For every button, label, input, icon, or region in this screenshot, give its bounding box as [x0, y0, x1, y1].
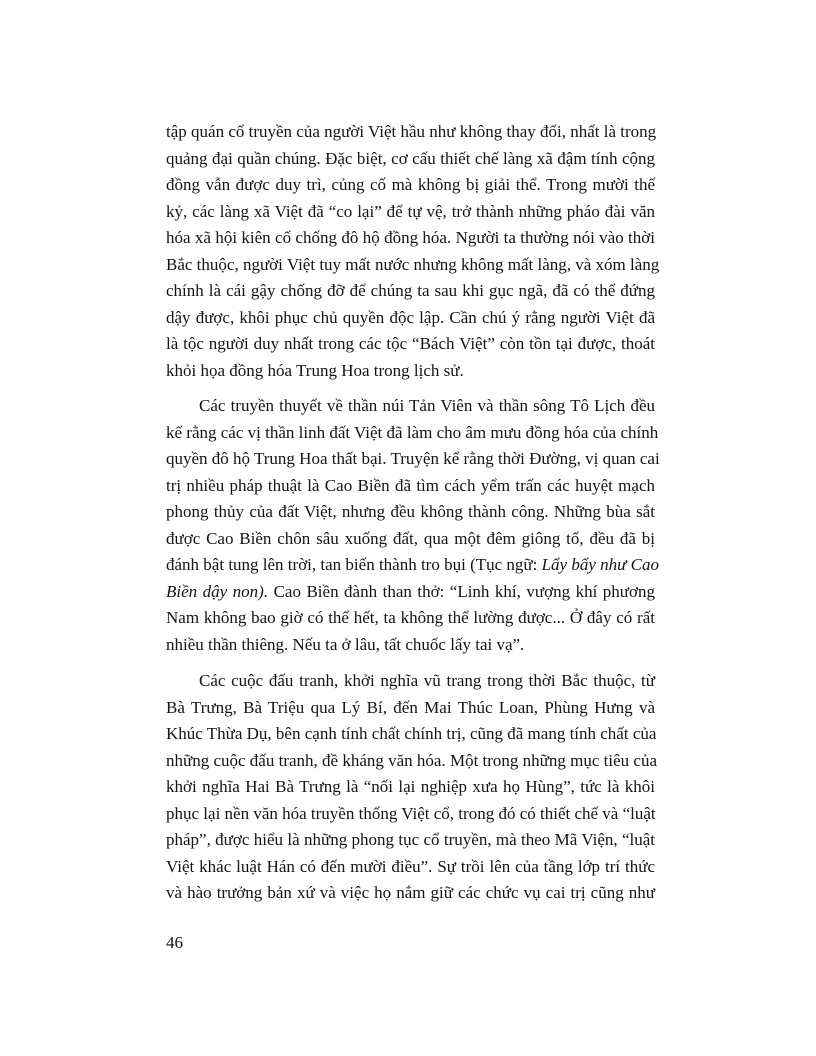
text-line: tập quán cổ truyền của người Việt hầu như không thay đổi, nhất là trong [166, 122, 657, 141]
text-line: Các cuộc đấu tranh, khởi nghĩa vũ trang trong thời Bắc thuộc, từ [199, 671, 655, 690]
text-line: được Cao Biền chôn sâu xuống đất, qua một đêm giông tố, đều đã bị [166, 528, 655, 548]
text-line: hóa xã hội kiên cố chống đô hộ đồng hóa. Người ta thường nói vào thời [166, 228, 655, 247]
text-line: quảng đại quần chúng. Đặc biệt, cơ cấu thiết chế làng xã đậm tính cộng [166, 148, 655, 168]
text-line: Bắc thuộc, người Việt tuy mất nước nhưng không mất làng, và xóm làng [166, 254, 660, 274]
page-number: 46 [166, 933, 183, 952]
text-line: trị nhiều pháp thuật là Cao Biền đã tìm cách yểm trấn các huyệt mạch [166, 475, 655, 495]
text-line: Bà Trưng, Bà Triệu qua Lý Bí, đến Mai Thúc Loan, Phùng Hưng và [166, 697, 655, 717]
text-line: dậy được, khôi phục chủ quyền độc lập. Cần chú ý rằng người Việt đã [166, 307, 655, 327]
text-line: phục lại nền văn hóa truyền thống Việt cổ, trong đó có thiết chế và “luật [166, 803, 656, 823]
text-run: Cao Biền đành than thở: “Linh khí, vượng khí phương [268, 581, 656, 601]
text-line: kỷ, các làng xã Việt đã “co lại” để tự vệ, trở thành những pháo đài văn [166, 201, 655, 221]
proverb-italic: Biền dậy non). [166, 581, 269, 601]
text-line: kể rằng các vị thần linh đất Việt đã làm cho âm mưu đồng hóa của chính [166, 422, 659, 442]
text-run: đánh bật tung lên trời, tan biến thành tro bụi (Tục ngữ: [166, 555, 542, 574]
text-line: quyền đô hộ Trung Hoa thất bại. Truyện kể rằng thời Đường, vị quan cai [166, 449, 660, 468]
text-line [166, 579, 655, 606]
text-line: những cuộc đấu tranh, đề kháng văn hóa. Một trong những mục tiêu của [166, 750, 657, 770]
text-line: Nam không bao giờ có thể hết, ta không thể lường được... Ở đây có rất [166, 608, 655, 627]
text-line: Khúc Thừa Dụ, bên cạnh tính chất chính trị, cũng đã mang tính chất của [166, 724, 657, 743]
text-line: chính là cái gậy chống đỡ để chúng ta sau khi gục ngã, đã có thể đứng [166, 281, 655, 300]
paragraph-3 [166, 668, 655, 907]
text-line: phong thủy của đất Việt, nhưng đều không thành công. Những bùa sắt [166, 502, 655, 521]
text-line: pháp”, được hiểu là những phong tục cổ truyền, mà theo Mã Viện, “luật [166, 830, 655, 849]
text-line: nhiều thần thiêng. Nếu ta ở lâu, tất chuốc lấy tai vạ”. [166, 634, 525, 654]
text-line: đồng vẫn được duy trì, củng cố mà không bị giải thể. Trong mười thế [166, 175, 655, 194]
text-line [166, 552, 659, 579]
paragraph-2 [166, 393, 660, 658]
text-line: là tộc người duy nhất trong các tộc “Bách Việt” còn tồn tại được, thoát [166, 334, 655, 353]
text-line: Việt khác luật Hán có đến mười điều”. Sự trồi lên của tầng lớp trí thức [166, 856, 655, 876]
proverb-italic: Lẩy bẩy như Cao [541, 555, 659, 574]
text-line: khởi nghĩa Hai Bà Trưng là “nối lại nghiệp xưa họ Hùng”, tức là khôi [166, 777, 655, 796]
paragraph-1 [166, 119, 660, 384]
text-line: và hào trưởng bản xứ và việc họ nắm giữ các chức vụ cai trị cũng như [166, 883, 655, 902]
text-line: khỏi họa đồng hóa Trung Hoa trong lịch sử. [166, 360, 464, 380]
text-line: Các truyền thuyết về thần núi Tản Viên và thần sông Tô Lịch đều [199, 396, 655, 415]
